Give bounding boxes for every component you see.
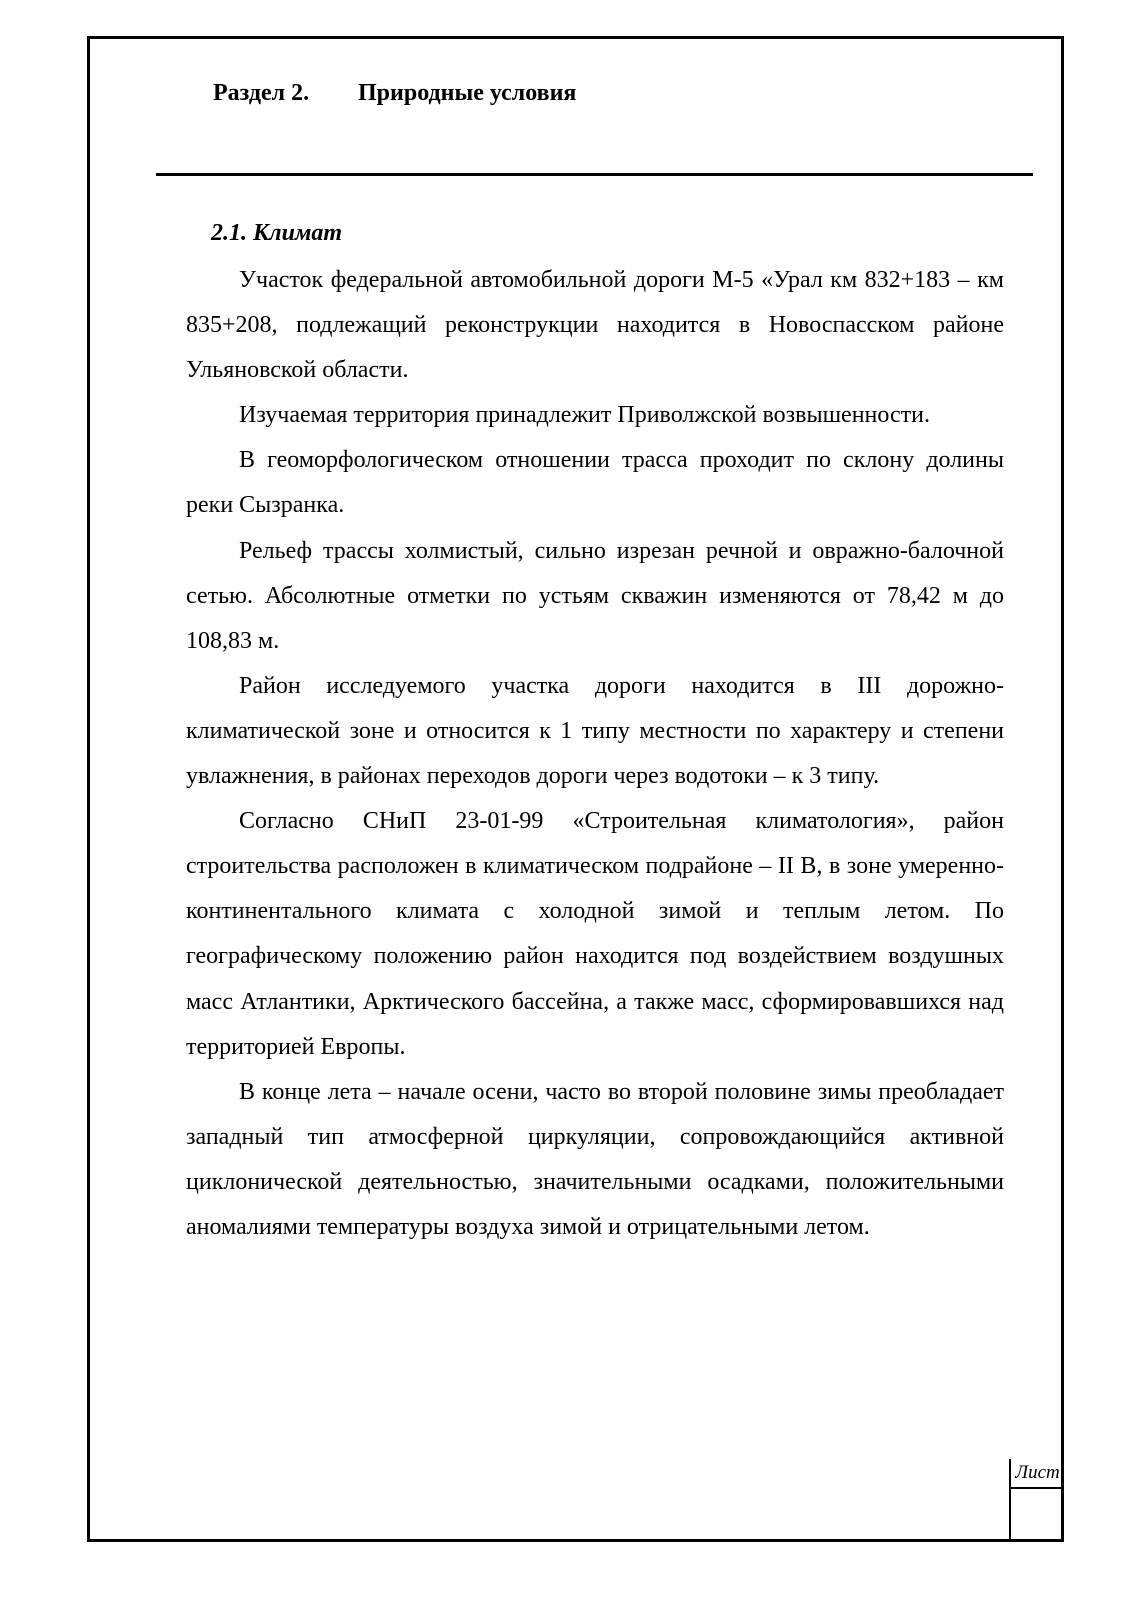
paragraph: Участок федеральной автомобильной дороги М-5 «Урал км 832+183 – км 835+208, подлежащий реконструкции находится в Новоспасском районе Ульяновской области. [186, 267, 1004, 384]
paragraph: Изучаемая территория принадлежит Приволжской возвышенности. [239, 402, 930, 429]
paragraph: Согласно СНиП 23-01-99 «Строительная климатология», район строительства расположен в климатическом подрайоне – II В, в зоне умеренно-континентального климата с холодной зимой и теплым летом. По географическому положению район находится под воздействием воздушных масс Атлантики, Арктического бассейна, а также масс, сформировавшихся над территорией Европы. [186, 808, 1004, 1060]
paragraph: В конце лета – начале осени, часто во второй половине зимы преобладает западный тип атмосферной циркуляции, сопровождающийся активной циклонической деятельностью, значительными осадками, положительными аномалиями температуры воздуха зимой и отрицательными летом. [186, 1078, 1004, 1240]
sheet-label: Лист [1011, 1459, 1064, 1489]
body-text [186, 258, 1004, 1250]
header-divider [156, 173, 1033, 176]
paragraph: Рельеф трассы холмистый, сильно изрезан речной и овражно-балочной сетью. Абсолютные отметки по устьям скважин изменяются от 78,42 м до 108,83 м. [186, 537, 1004, 654]
section-number: Раздел 2. [213, 80, 310, 106]
paragraph: В геоморфологическом отношении трасса проходит по склону долины реки Сызранка. [186, 447, 1004, 519]
section-heading [213, 80, 576, 107]
section-title: Природные условия [358, 80, 577, 106]
sheet-number-box [1009, 1459, 1064, 1542]
subsection-title: 2.1. Климат [211, 220, 343, 246]
paragraph: Район исследуемого участка дороги находится в III дорожно-климатической зоне и относится к 1 типу местности по характеру и степени увлажнения, в районах переходов дороги через водотоки – к 3 типу. [186, 672, 1004, 790]
